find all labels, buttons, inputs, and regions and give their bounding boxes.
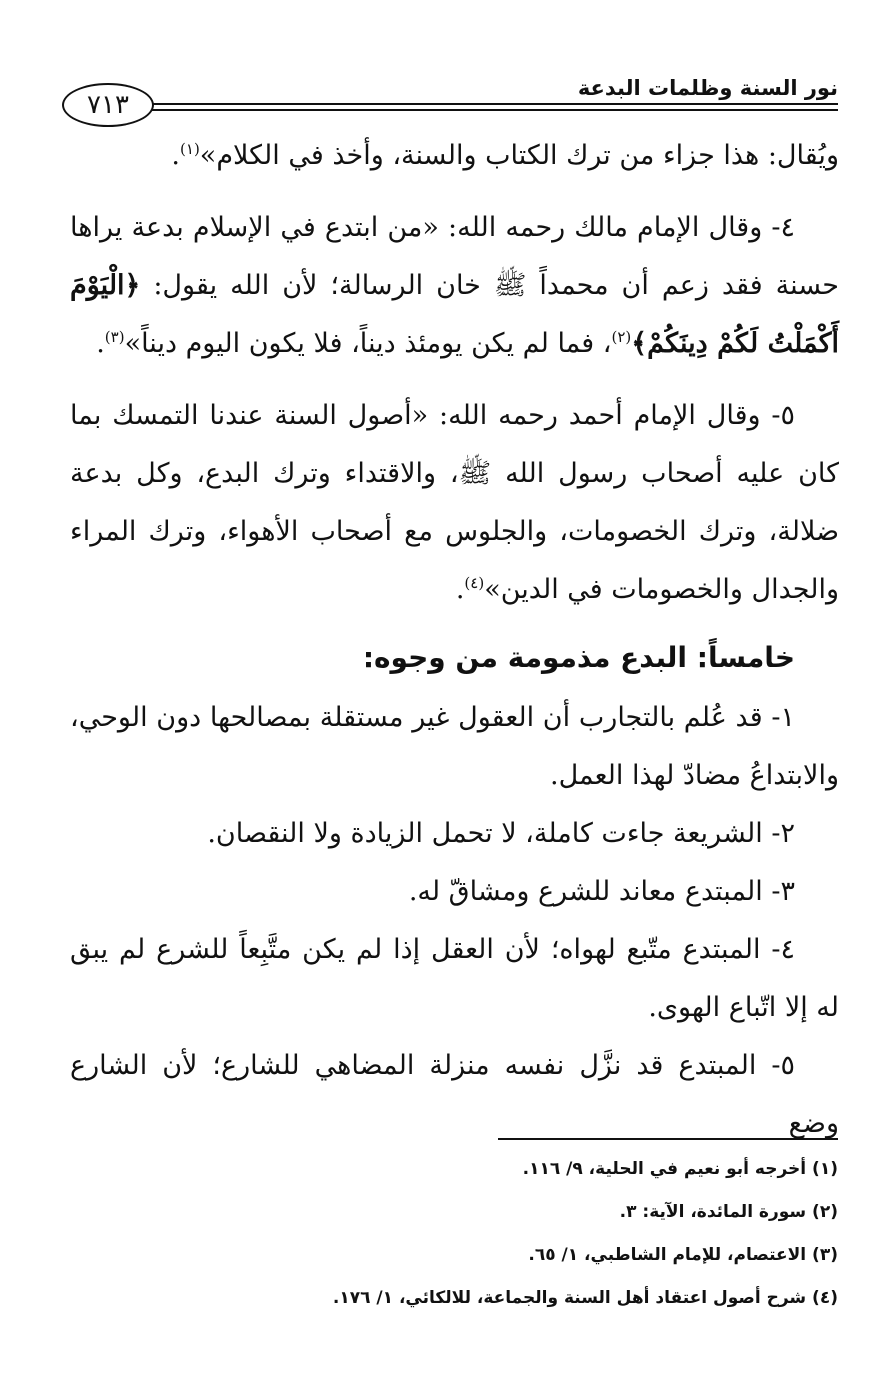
paragraph: ٤- وقال الإمام مالك رحمه الله: «من ابتدع في الإسلام بدعة يراها حسنة فقد زعم أن محمداً ﷺ خان الرسالة؛ لأن الله يقول: ﴿الْيَوْمَ أَكْمَلْتُ لَكُمْ دِينَكُمْ﴾$^{(٢)}$، فما لم يكن يومئذ ديناً، فلا يكون اليوم ديناً»$^{(٣)}$. [70,212,839,359]
running-title: نور السنة وظلمات البدعة [577,76,838,100]
footnote-ref: (٢) [611,328,632,346]
footnote-ref: (٤) [464,574,485,592]
list-item: ٥- المبتدع قد نزَّل نفسه منزلة المضاهي للشارع؛ لأن الشارع وضع [70,1050,839,1139]
list-item: ١- قد عُلم بالتجارب أن العقول غير مستقلة بمصالحها دون الوحي، والابتداعُ مضادّ لهذا العمل. [70,702,839,791]
footnotes [70,1148,838,1320]
list-item: ٣- المبتدع معاند للشرع ومشاقّ له. [408,876,795,907]
header-rule [150,109,838,111]
footnote: (٤) شرح أصول اعتقاد أهل السنة والجماعة، للالكائي، ١/ ١٧٦. [332,1288,838,1308]
footnote-ref: (١) [180,140,200,158]
footnote: (٣) الاعتصام، للإمام الشاطبي، ١/ ٦٥. [528,1245,838,1265]
footnote-ref: (٣) [104,328,125,346]
list-item: ٤- المبتدع متّبع لهواه؛ لأن العقل إذا لم يكن متَّبِعاً للشرع لم يبق له إلا اتّباع الهوى. [70,934,839,1023]
footnote: (١) أخرجه أبو نعيم في الحلية، ٩/ ١١٦. [522,1159,838,1179]
header-rule [150,103,838,105]
section-heading: خامساً: البدع مذمومة من وجوه: [362,641,795,674]
footnote-separator [498,1138,838,1140]
list-item: ٢- الشريعة جاءت كاملة، لا تحمل الزيادة ولا النقصان. [207,818,795,849]
page-number: ٧١٣ [62,83,154,127]
paragraph: ٥- وقال الإمام أحمد رحمه الله: «أصول السنة عندنا التمسك بما كان عليه أصحاب رسول الله ﷺ، والاقتداء وترك البدع، وكل بدعة ضلالة، وترك الخصومات، والجلوس مع أصحاب الأهواء، وترك المراء والجدال والخصومات في الدين»$^{(٤)}$. [70,400,839,605]
main-text [70,127,839,1153]
quran-verse: ﴿الْيَوْمَ أَكْمَلْتُ لَكُمْ دِينَكُمْ﴾ [70,270,839,359]
paragraph: ويُقال: هذا جزاء من ترك الكتاب والسنة، وأخذ في الكلام»$^{(١)}$. [171,140,839,171]
footnote: (٢) سورة المائدة، الآية: ٣. [619,1202,838,1222]
